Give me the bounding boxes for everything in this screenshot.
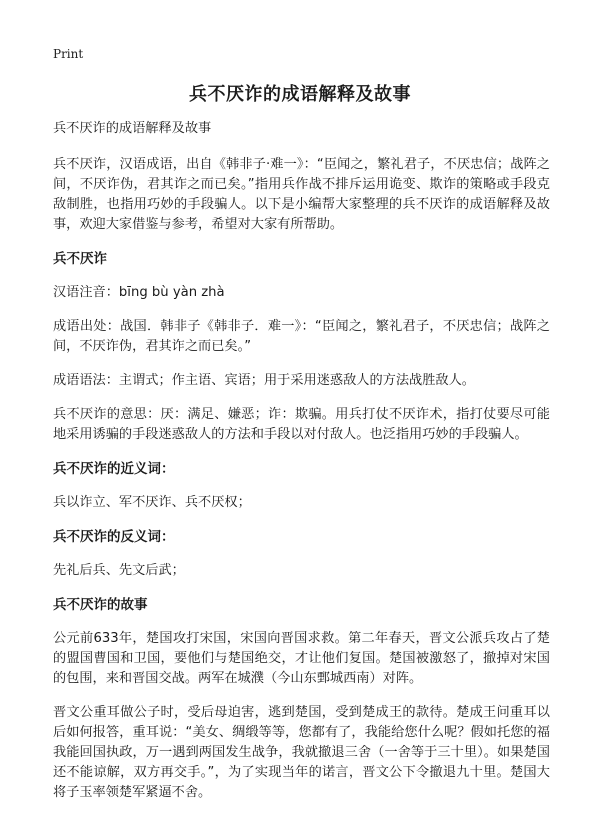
antonyms-heading: 兵不厌诈的反义词： — [53, 529, 175, 545]
article-subtitle: 兵不厌诈的成语解释及故事 — [53, 121, 212, 136]
story-paragraph-2: 晋文公重耳做公子时，受后母迫害，逃到楚国，受到楚成王的款待。楚成王问重耳以后如何报答，重耳说：“美女、绸缎等等，您都有了，我能给您什么呢？假如托您的福我能回国执政，万一遇到两国发生战争，我就撤退三舍（一舍等于三十里）。如果楚国还不能谅解，双方再交手。”，为了实现当年的诺言，晋文公下令撤退九十里。楚国大将子玉率领楚军紧逼不舍。 — [53, 705, 550, 800]
grammar-paragraph: 成语语法：主谓式；作主语、宾语；用于采用迷惑敌人的方法战胜敌人。 — [53, 373, 475, 388]
source-paragraph: 成语出处：战国．韩非子《韩非子．难一》：“臣闻之，繁礼君子，不厌忠信；战阵之间，不厌诈伪，君其诈之而已矣。” — [53, 319, 550, 354]
pinyin-line: 汉语注音：bīng bù yàn zhà — [53, 285, 225, 300]
article-body — [53, 119, 550, 817]
story-heading: 兵不厌诈的故事 — [53, 597, 148, 613]
synonyms-text: 兵以诈立、军不厌诈、兵不厌权； — [53, 495, 251, 510]
section-heading-idiom: 兵不厌诈 — [53, 251, 107, 267]
page-title: 兵不厌诈的成语解释及故事 — [189, 84, 411, 105]
antonyms-text: 先礼后兵、先文后武； — [53, 563, 185, 578]
print-link[interactable]: Print — [53, 47, 84, 61]
intro-paragraph: 兵不厌诈，汉语成语，出自《韩非子·难一》：“臣闻之，繁礼君子，不厌忠信；战阵之间，不厌诈伪，君其诈之而已矣。”指用兵作战不排斥运用诡变、欺诈的策略或手段克敌制胜，也指用巧妙的手段骗人。以下是小编帮大家整理的兵不厌诈的成语解释及故事，欢迎大家借鉴与参考，希望对大家有所帮助。 — [53, 157, 550, 232]
synonyms-heading: 兵不厌诈的近义词： — [53, 461, 175, 477]
meaning-paragraph: 兵不厌诈的意思：厌：满足、嫌恶；诈：欺骗。用兵打仗不厌诈术，指打仗要尽可能地采用诱骗的手段迷惑敌人的方法和手段以对付敌人。也泛指用巧妙的手段骗人。 — [53, 407, 550, 442]
story-paragraph-1: 公元前633年，楚国攻打宋国，宋国向晋国求救。第二年春天，晋文公派兵攻占了楚的盟国曹国和卫国，要他们与楚国绝交，才让他们复国。楚国被激怒了，撤掉对宋国的包围，来和晋国交战。两军在城濮（今山东鄄城西南）对阵。 — [53, 631, 550, 686]
